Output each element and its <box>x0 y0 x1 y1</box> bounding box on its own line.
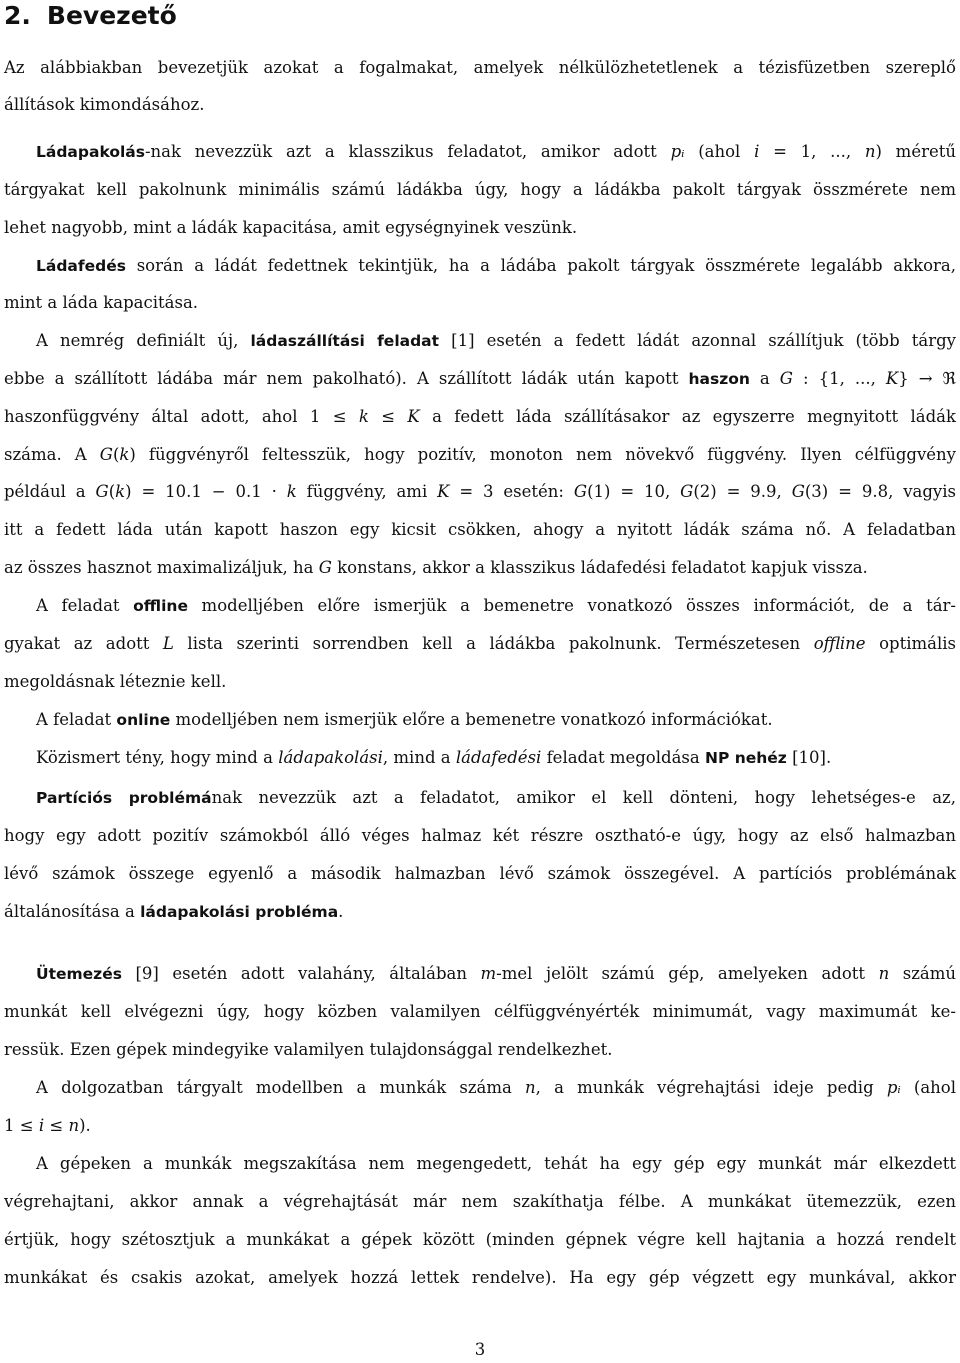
text-line <box>4 1038 956 1062</box>
text-line <box>4 1266 956 1290</box>
math-symbol: k <box>115 482 126 501</box>
text-run: } → ℜ <box>898 369 956 388</box>
bold-term: offline <box>133 597 188 615</box>
text-run: A dolgozatban tárgyalt modellben a munkák száma <box>36 1078 526 1097</box>
math-symbol: n <box>525 1078 536 1097</box>
text-run: ) függvényről feltesszük, hogy pozitív, monoton nem növekvő függvény. Ilyen célfüggvény <box>129 445 956 464</box>
text-run: haszonfüggvény által adott, ahol 1 ≤ <box>4 407 359 426</box>
math-symbol: G <box>95 482 109 501</box>
text-run: feladat megoldása <box>541 748 705 767</box>
italic-term: ládafedési <box>455 748 542 767</box>
text-run: során a ládát fedettnek tekintjük, ha a ládába pakolt tárgyak összmérete legalább akkora, <box>125 256 956 275</box>
bold-term: Partíciós problémá <box>36 789 212 807</box>
math-symbol: k <box>358 407 369 426</box>
text-line <box>36 329 956 353</box>
text-run: -nak nevezzük azt a klasszikus feladatot, amikor adott <box>144 142 671 161</box>
text-run: konstans, akkor a klasszikus ládafedési feladatot kapjuk vissza. <box>331 558 868 577</box>
text-run: (1) = 10, <box>587 482 681 501</box>
bold-term: Ládafedés <box>36 257 126 275</box>
bold-term: ládaszállítási feladat <box>250 332 440 350</box>
text-run: megoldásnak léteznie kell. <box>4 672 227 691</box>
text-run: A nemrég definiált új, <box>36 331 251 350</box>
math-symbol: i <box>754 142 760 161</box>
text-run: optimális <box>865 634 957 653</box>
text-run: ≤ <box>368 407 408 426</box>
page-number: 3 <box>474 1340 486 1359</box>
text-line <box>4 1114 956 1138</box>
text-run: lehet nagyobb, mint a ládák kapacitása, amit egységnyinek veszünk. <box>4 218 578 237</box>
text-run: hogy egy adott pozitív számokból álló véges halmaz két részre osztható-e úgy, hogy az első halmazban <box>4 826 956 845</box>
text-line <box>4 56 956 80</box>
bold-term: Ütemezés <box>36 965 122 983</box>
text-line <box>4 1000 956 1024</box>
text-run: = 1, ..., <box>759 142 865 161</box>
text-run: (2) = 9.9, <box>693 482 792 501</box>
text-run: ) méretű <box>875 142 956 161</box>
text-line <box>4 670 956 694</box>
text-run: a fedett láda szállításakor az egyszerre megnyitott ládák <box>419 407 956 426</box>
math-symbol: K <box>885 369 899 388</box>
bold-term: Ládapakolás <box>36 143 145 161</box>
text-line <box>36 140 956 164</box>
text-line <box>36 254 956 278</box>
text-run: munkákat és csakis azokat, amelyek hozzá lettek rendelve). Ha egy gép végzett egy munkával, akkor <box>4 1268 956 1287</box>
text-run: (ahol <box>684 142 755 161</box>
math-symbol: G <box>680 482 694 501</box>
text-line <box>4 367 956 391</box>
text-line <box>4 443 956 467</box>
text-line <box>36 708 773 732</box>
text-run: értjük, hogy szétosztjuk a munkákat a gépek között (minden gépnek végre kell hajtania a hozzá rendelt <box>4 1230 956 1249</box>
text-run: (ahol <box>900 1078 957 1097</box>
math-symbol: G <box>779 369 793 388</box>
math-symbol: L <box>162 634 174 653</box>
math-symbol: pᵢ <box>886 1078 901 1097</box>
italic-term: ládapakolási <box>278 748 383 767</box>
text-line <box>36 1076 956 1100</box>
text-run: az összes hasznot maximalizáljuk, ha <box>4 558 319 577</box>
text-run: (3) = 9.8, vagyis <box>804 482 956 501</box>
text-run: ≤ <box>44 1116 69 1135</box>
text-run: ( <box>108 482 116 501</box>
text-line <box>4 1190 956 1214</box>
text-line <box>4 518 956 542</box>
math-symbol: k <box>119 445 130 464</box>
math-symbol: pᵢ <box>670 142 685 161</box>
text-line <box>4 824 956 848</box>
math-symbol: K <box>437 482 450 501</box>
text-run: [9] esetén adott valahány, általában <box>121 964 481 983</box>
math-symbol: i <box>38 1116 45 1135</box>
text-run: ( <box>112 445 120 464</box>
text-run: nak nevezzük azt a feladatot, amikor el kell dönteni, hogy lehetséges-e az, <box>211 788 956 807</box>
text-run: . <box>338 902 344 921</box>
text-run: [1] esetén a fedett ládát azonnal szállítjuk (több tárgy <box>439 331 956 350</box>
text-run: ressük. Ezen gépek mindegyike valamilyen tulajdonsággal rendelkezhet. <box>4 1040 613 1059</box>
text-run: Közismert tény, hogy mind a <box>36 748 279 767</box>
math-symbol: K <box>407 407 420 426</box>
bold-term: NP nehéz <box>704 749 787 767</box>
text-run: A gépeken a munkák megszakítása nem megengedett, tehát ha egy gép egy munkát már elkezdett <box>36 1154 956 1173</box>
text-line <box>4 291 956 315</box>
text-run: állítások kimondásához. <box>4 95 205 114</box>
text-run: lista szerinti sorrendben kell a ládákba pakolnunk. Természetesen <box>173 634 814 653</box>
text-run: például a <box>4 482 96 501</box>
text-run: végrehajtani, akkor annak a végrehajtását már nem szakíthatja félbe. A munkákat ütemezzük, ezen <box>4 1192 956 1211</box>
text-line <box>4 1228 956 1252</box>
text-line <box>4 632 956 656</box>
math-symbol: m <box>480 964 497 983</box>
text-run: , mind a <box>382 748 456 767</box>
text-line <box>4 93 956 117</box>
text-run: -mel jelölt számú gép, amelyeken adott <box>496 964 879 983</box>
math-symbol: n <box>68 1116 80 1135</box>
text-line <box>4 862 956 886</box>
math-symbol: G <box>791 482 805 501</box>
text-run: mint a láda kapacitása. <box>4 293 199 312</box>
text-line <box>4 178 956 202</box>
text-run: [10]. <box>786 748 832 767</box>
text-line <box>36 786 956 810</box>
text-run: Az alábbiakban bevezetjük azokat a fogalmakat, amelyek nélkülözhetetlenek a tézisfüzetben szereplő <box>4 58 956 77</box>
text-run: ) = 10.1 − 0.1 · <box>125 482 287 501</box>
text-line <box>4 216 956 240</box>
bold-term: online <box>116 711 171 729</box>
text-run: tárgyakat kell pakolnunk minimális számú ládákba úgy, hogy a ládákba pakolt tárgyak összmérete nem <box>4 180 956 199</box>
text-run: itt a fedett láda után kapott haszon egy kicsit csökken, ahogy a nyitott ládák száma nő. A feladatban <box>4 520 956 539</box>
text-line <box>36 962 956 986</box>
text-run: általánosítása a <box>4 902 141 921</box>
text-run: függvény, ami <box>296 482 438 501</box>
math-symbol: G <box>99 445 113 464</box>
text-run: A feladat <box>36 596 134 615</box>
text-run: modelljében előre ismerjük a bemenetre vonatkozó összes információt, de a tár- <box>187 596 956 615</box>
text-run: = 3 esetén: <box>449 482 574 501</box>
text-run: a <box>749 369 780 388</box>
text-run: , a munkák végrehajtási ideje pedig <box>535 1078 887 1097</box>
section-heading <box>4 0 177 32</box>
section-title: Bevezető <box>46 1 177 30</box>
text-line <box>36 1152 956 1176</box>
text-run: : {1, ..., <box>792 369 886 388</box>
math-symbol: G <box>573 482 588 501</box>
text-line <box>4 556 956 580</box>
text-run: gyakat az adott <box>4 634 163 653</box>
text-line <box>4 480 956 504</box>
bold-term: ládapakolási probléma <box>140 903 339 921</box>
italic-term: offline <box>813 634 866 653</box>
text-run: munkát kell elvégezni úgy, hogy közben valamilyen célfüggvényérték minimumát, vagy maximumát ke- <box>4 1002 956 1021</box>
text-line <box>4 405 956 429</box>
text-run: 1 ≤ <box>4 1116 39 1135</box>
text-run: A feladat <box>36 710 117 729</box>
text-run: modelljében nem ismerjük előre a bemenetre vonatkozó információkat. <box>170 710 773 729</box>
math-symbol: n <box>864 142 876 161</box>
text-run: lévő számok összege egyenlő a második halmazban lévő számok összegével. A partíciós problémának <box>4 864 956 883</box>
math-symbol: k <box>286 482 297 501</box>
text-run: számú <box>889 964 956 983</box>
text-line <box>36 746 831 770</box>
text-run: ). <box>79 1116 91 1135</box>
text-run: ebbe a szállított ládába már nem pakolható). A szállított ládák után kapott <box>4 369 689 388</box>
text-line <box>4 900 956 924</box>
bold-term: haszon <box>688 370 750 388</box>
text-line <box>36 594 956 618</box>
text-run: száma. A <box>4 445 100 464</box>
section-number: 2. <box>4 1 31 30</box>
math-symbol: n <box>878 964 890 983</box>
math-symbol: G <box>318 558 332 577</box>
